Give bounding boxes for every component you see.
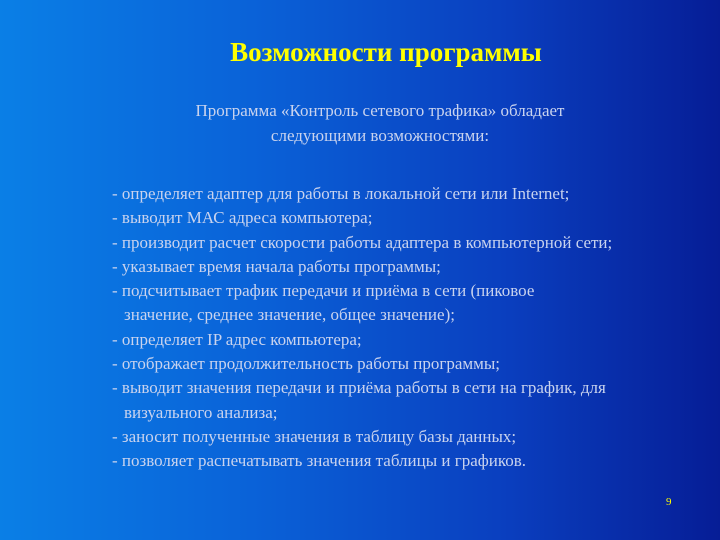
intro-paragraph [155, 98, 605, 148]
feature-item [112, 328, 712, 352]
feature-text: - определяет IP адрес компьютера; [112, 329, 362, 349]
slide-page-number: 9 [666, 496, 672, 508]
feature-text: - определяет адаптер для работы в локальной сети или Internet; [112, 184, 570, 203]
slide-title: Возможности программы [230, 37, 542, 67]
feature-text: - заносит полученные значения в таблицу базы данных; [112, 426, 517, 446]
feature-item [112, 255, 712, 279]
feature-text: - производит расчет скорости работы адаптера в компьютерной сети; [112, 232, 613, 252]
intro-line-1: Программа «Контроль сетевого трафика» обладает [195, 101, 565, 120]
feature-text-continued: визуального анализа; [124, 402, 278, 422]
feature-item [112, 231, 712, 255]
feature-text: - выводит МАС адреса компьютера; [112, 208, 373, 228]
feature-item [112, 206, 712, 230]
feature-text: - позволяет распечатывать значения таблицы и графиков. [112, 451, 527, 471]
feature-text: - подсчитывает трафик передачи и приёма в сети (пиковое [112, 281, 535, 301]
feature-text: - выводит значения передачи и приёма работы в сети на график, для [112, 378, 606, 398]
features-list [112, 182, 712, 474]
feature-text: - отображает продолжительность работы программы; [112, 354, 501, 374]
feature-item [112, 425, 712, 449]
feature-item [112, 352, 712, 376]
intro-line-2: следующими возможностями: [270, 126, 490, 145]
feature-item [112, 182, 712, 206]
feature-text: - указывает время начала работы программы; [112, 256, 441, 276]
feature-item [112, 279, 712, 328]
feature-item [112, 449, 712, 473]
feature-item [112, 376, 712, 425]
feature-text-continued: значение, среднее значение, общее значение); [124, 305, 455, 325]
